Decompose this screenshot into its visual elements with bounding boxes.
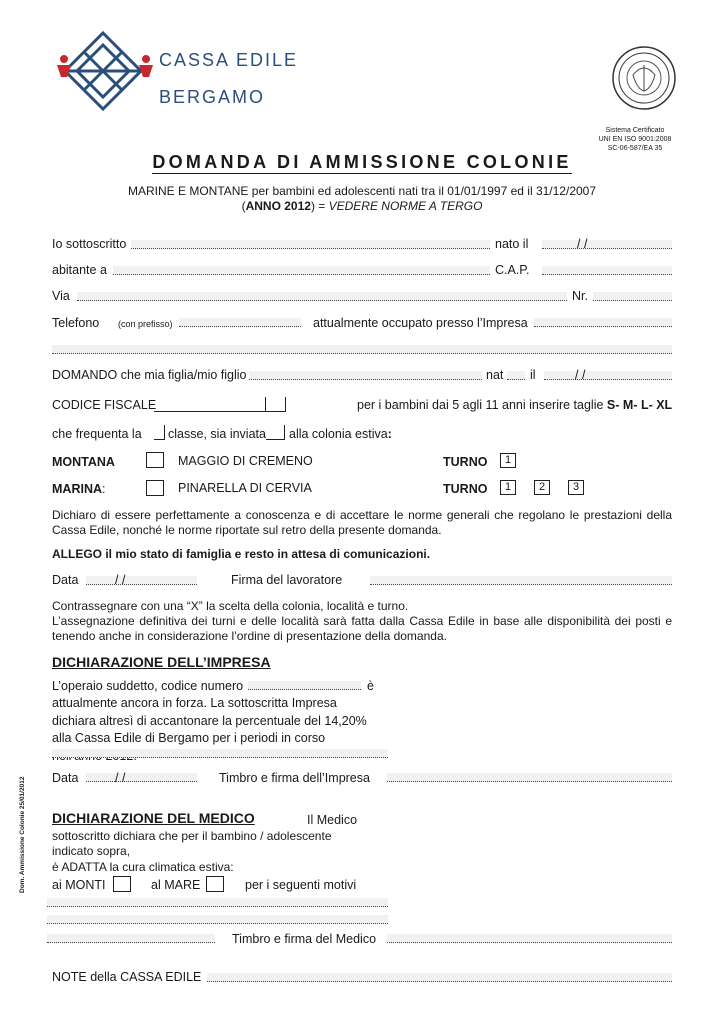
motivi-field-line3[interactable] — [47, 934, 215, 943]
org-name-line1: CASSA EDILE — [159, 50, 299, 70]
note-cassa-field[interactable] — [207, 973, 672, 982]
subtitle-line1: MARINE E MONTANE per bambini ed adolescenti nati tra il 01/01/1997 ed il 31/12/2007 — [127, 184, 597, 198]
nat-label: nat — [486, 368, 504, 382]
address-field[interactable] — [77, 292, 567, 301]
data-label: Data — [52, 573, 79, 587]
impresa-body: attualmente ancora in forza. La sottoscritta Impresa dichiara altresì di accantonare la percentuale del 14,20% alla Cassa Edile di Bergamo per i periodi in corso — [52, 696, 367, 745]
child-birth-date-field[interactable] — [544, 371, 672, 380]
mare-checkbox[interactable] — [206, 876, 224, 892]
via-label: Via — [52, 289, 70, 303]
impresa-extra-field[interactable] — [52, 749, 388, 758]
employer-field-line2[interactable] — [52, 345, 672, 354]
classe-field[interactable] — [154, 425, 165, 440]
medico-body: sottoscritto dichiara che per il bambino / adolescente indicato sopra, — [52, 829, 332, 858]
cassa-edile-logo — [55, 30, 155, 112]
montana-place: MAGGIO DI CREMENO — [178, 454, 313, 468]
impresa-line1: L’operaio suddetto, codice numero — [52, 679, 244, 693]
codice-fiscale-field[interactable] — [154, 397, 286, 412]
turno-marina-3-box[interactable]: 3 — [568, 480, 584, 495]
subtitle-line2: (ANNO 2012) = VEDERE NORME A TERGO — [241, 199, 483, 213]
firma-lavoratore-label: Firma del lavoratore — [231, 573, 343, 587]
child-gender-suffix-field[interactable] — [507, 371, 525, 380]
allego-text: ALLEGO il mio stato di famiglia e resto in attesa di comunicazioni. — [52, 547, 431, 561]
adatta-label: è ADATTA la cura climatica estiva: — [52, 860, 234, 874]
medico-timbro-label: Timbro e firma del Medico — [232, 932, 377, 946]
impresa-line1-end: è — [367, 679, 374, 693]
declaration-text: Dichiaro di essere perfettamente a conoscenza e di accettare le norme generali che regolano le prestazioni della Cassa Edile, nonché le norme riportate sul retro della presente domanda. — [52, 508, 672, 537]
cert-text — [590, 126, 680, 153]
colonia-label: alla colonia estiva: — [289, 427, 392, 441]
turno-label-marina: TURNO — [443, 482, 488, 496]
medico-heading: DICHIARAZIONE DEL MEDICO — [52, 810, 255, 826]
turno-label-montana: TURNO — [443, 455, 488, 469]
child-name-field[interactable] — [249, 371, 482, 380]
certification-seal-icon — [611, 45, 677, 111]
motivi-field-line1[interactable] — [47, 898, 388, 907]
marina-checkbox[interactable] — [146, 480, 164, 496]
cap-field[interactable] — [542, 266, 672, 275]
employer-field[interactable] — [534, 318, 672, 327]
cert-line: Sistema Certificato — [605, 127, 665, 134]
cap-label: C.A.P. — [495, 263, 530, 277]
impresa-timbro-label: Timbro e firma dell’Impresa — [219, 771, 370, 785]
turno-marina-1-box[interactable]: 1 — [500, 480, 516, 495]
birth-date-field[interactable] — [542, 240, 672, 249]
year-label: ANNO 2012 — [245, 199, 311, 213]
impresa-signature-field[interactable] — [387, 773, 672, 782]
taglie-note: per i bambini dai 5 agli 11 anni inserire taglie S- M- L- XL — [357, 398, 673, 412]
impresa-data-label: Data — [52, 771, 79, 785]
domando-label: DOMANDO che mia figlia/mio figlio — [52, 368, 247, 382]
turno-montana-1-box[interactable]: 1 — [500, 453, 516, 468]
norms-note: VEDERE NORME A TERGO — [328, 199, 483, 213]
document-code: Dom. Ammissione Colonie 25/01/2012 — [19, 776, 26, 893]
date-field[interactable] — [86, 576, 197, 585]
impresa-date-field[interactable] — [86, 773, 197, 782]
child-birth-date-slashes: / / — [575, 368, 586, 382]
abitante-label: abitante a — [52, 263, 107, 277]
marina-place: PINARELLA DI CERVIA — [178, 481, 312, 495]
date-slashes: / / — [115, 573, 126, 587]
il-label: il — [530, 368, 536, 382]
taglie-values: S- M- L- XL — [606, 398, 673, 412]
page-title: DOMANDA DI AMMISSIONE COLONIE — [152, 152, 572, 172]
monti-checkbox[interactable] — [113, 876, 131, 892]
worker-signature-field[interactable] — [370, 576, 672, 585]
school-type-field[interactable] — [266, 425, 285, 440]
motivi-field-line2[interactable] — [47, 915, 388, 924]
note-cassa-label: NOTE della CASSA EDILE — [52, 970, 202, 984]
il-medico-label: Il Medico — [307, 813, 358, 827]
turno-marina-2-box[interactable]: 2 — [534, 480, 550, 495]
birth-date-slashes: / / — [577, 237, 588, 251]
residence-field[interactable] — [113, 266, 490, 275]
cert-line: UNI EN ISO 9001:2008 — [598, 136, 672, 143]
montana-checkbox[interactable] — [146, 452, 164, 468]
worker-code-field[interactable] — [248, 681, 361, 690]
nato-il-label: nato il — [495, 237, 529, 251]
occupato-label: attualmente occupato presso l’Impresa — [313, 316, 528, 330]
phone-field[interactable] — [179, 318, 301, 327]
codice-fiscale-label: CODICE FISCALE — [52, 398, 157, 412]
instructions-text: Contrassegnare con una “X” la scelta della colonia, località e turno. L’assegnazione definitiva dei turni e delle località sarà fatta dalla Cassa Edile in base alle disponibilità dei posti e tenendo anche in considerazione l’ordine di presentazione della domanda. — [52, 599, 672, 643]
con-prefisso-note: (con prefisso) — [118, 319, 173, 329]
marina-label: MARINA: — [52, 482, 106, 496]
org-name-line2: BERGAMO — [159, 87, 266, 107]
io-sottoscritto-label: Io sottoscritto — [52, 237, 127, 251]
nr-label: Nr. — [572, 289, 588, 303]
impresa-heading: DICHIARAZIONE DELL’IMPRESA — [52, 654, 271, 670]
impresa-date-slashes: / / — [115, 771, 126, 785]
motivi-label: per i seguenti motivi — [245, 878, 357, 892]
frequenta-label: che frequenta la — [52, 427, 142, 441]
montana-label: MONTANA — [52, 455, 115, 469]
house-number-field[interactable] — [593, 292, 672, 301]
monti-label: ai MONTI — [52, 878, 106, 892]
telefono-label: Telefono — [52, 316, 100, 330]
sottoscritto-name-field[interactable] — [131, 240, 490, 249]
classe-label: classe, sia inviata — [168, 427, 266, 441]
cert-line: SC-06-587/EA 35 — [607, 145, 663, 152]
mare-label: al MARE — [151, 878, 201, 892]
medico-signature-field[interactable] — [387, 934, 672, 943]
